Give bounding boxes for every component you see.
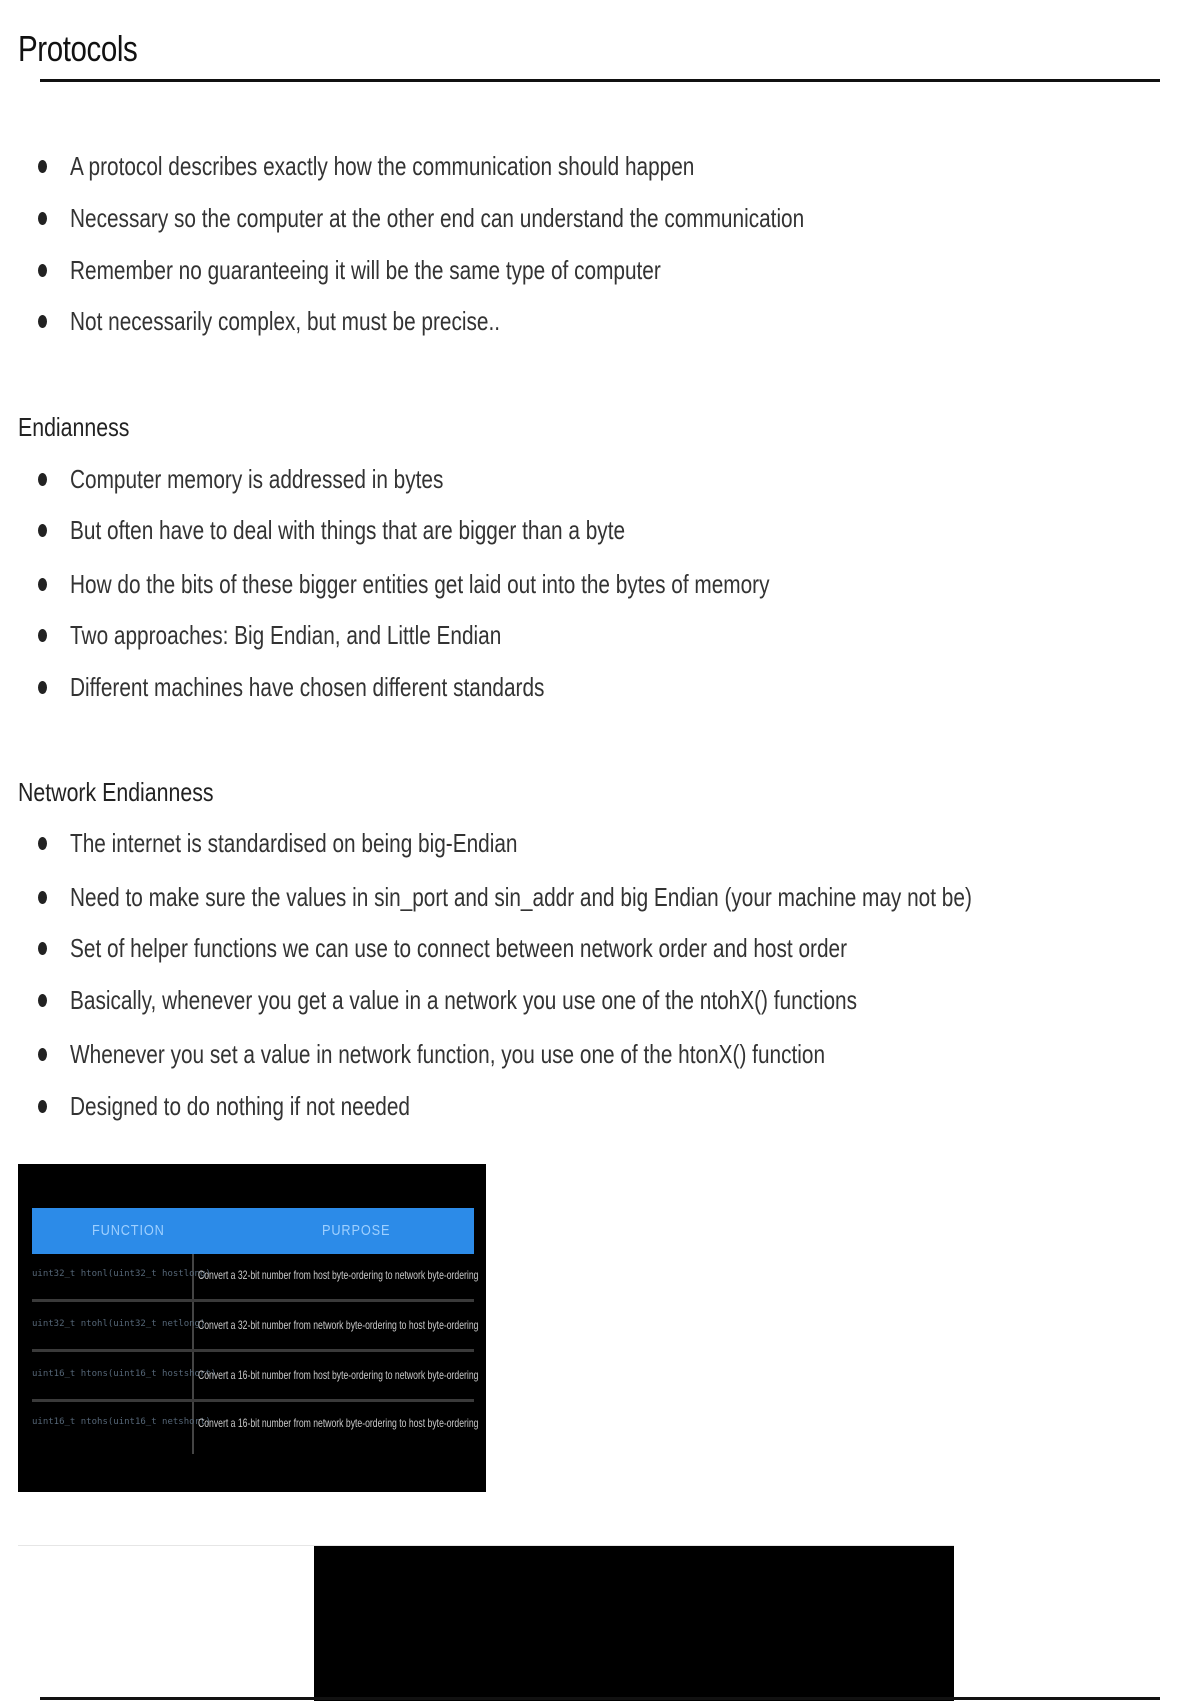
bullet-icon xyxy=(38,524,47,537)
title-divider xyxy=(40,79,1160,82)
column-header-function: FUNCTION xyxy=(92,1222,165,1239)
bullet-icon xyxy=(38,942,47,955)
byte-order-function-table xyxy=(18,1164,486,1492)
function-signature: uint16_t ntohs(uint16_t netshort) xyxy=(32,1417,211,1427)
table-row xyxy=(32,1354,479,1402)
bullet-icon xyxy=(38,891,47,904)
section-heading-endianness: Endianness xyxy=(18,412,130,442)
function-signature: uint16_t htons(uint16_t hostshort) xyxy=(32,1369,217,1379)
function-signature: uint32_t ntohl(uint32_t netlong) xyxy=(32,1319,206,1329)
bullet-icon xyxy=(38,212,47,225)
function-signature: uint32_t htonl(uint32_t hostlong) xyxy=(32,1269,211,1279)
embedded-video[interactable] xyxy=(18,1545,954,1701)
function-purpose: Convert a 16-bit number from host byte-ordering to network byte-ordering xyxy=(198,1368,479,1382)
bullet-icon xyxy=(38,837,47,850)
bullet-icon xyxy=(38,1100,47,1113)
page-title: Protocols xyxy=(18,28,138,69)
function-purpose: Convert a 32-bit number from host byte-ordering to network byte-ordering xyxy=(198,1268,479,1282)
bullet-icon xyxy=(38,629,47,642)
table-row xyxy=(32,1402,479,1450)
video-player[interactable] xyxy=(314,1546,954,1701)
bullet-icon xyxy=(38,264,47,277)
bullet-icon xyxy=(38,994,47,1007)
row-separator xyxy=(32,1349,474,1352)
row-separator xyxy=(32,1299,474,1302)
table-row xyxy=(32,1254,479,1302)
table-row xyxy=(32,1304,479,1352)
bullet-icon xyxy=(38,473,47,486)
column-header-purpose: PURPOSE xyxy=(322,1222,391,1239)
section-heading-network-endianness: Network Endianness xyxy=(18,777,214,807)
function-purpose: Convert a 16-bit number from network byte-ordering to host byte-ordering xyxy=(198,1416,479,1430)
table-header xyxy=(32,1208,474,1254)
bullet-icon xyxy=(38,681,47,694)
bullet-icon xyxy=(38,315,47,328)
bullet-icon xyxy=(38,160,47,173)
bullet-icon xyxy=(38,1048,47,1061)
function-purpose: Convert a 32-bit number from network byte-ordering to host byte-ordering xyxy=(198,1318,479,1332)
bullet-icon xyxy=(38,578,47,591)
